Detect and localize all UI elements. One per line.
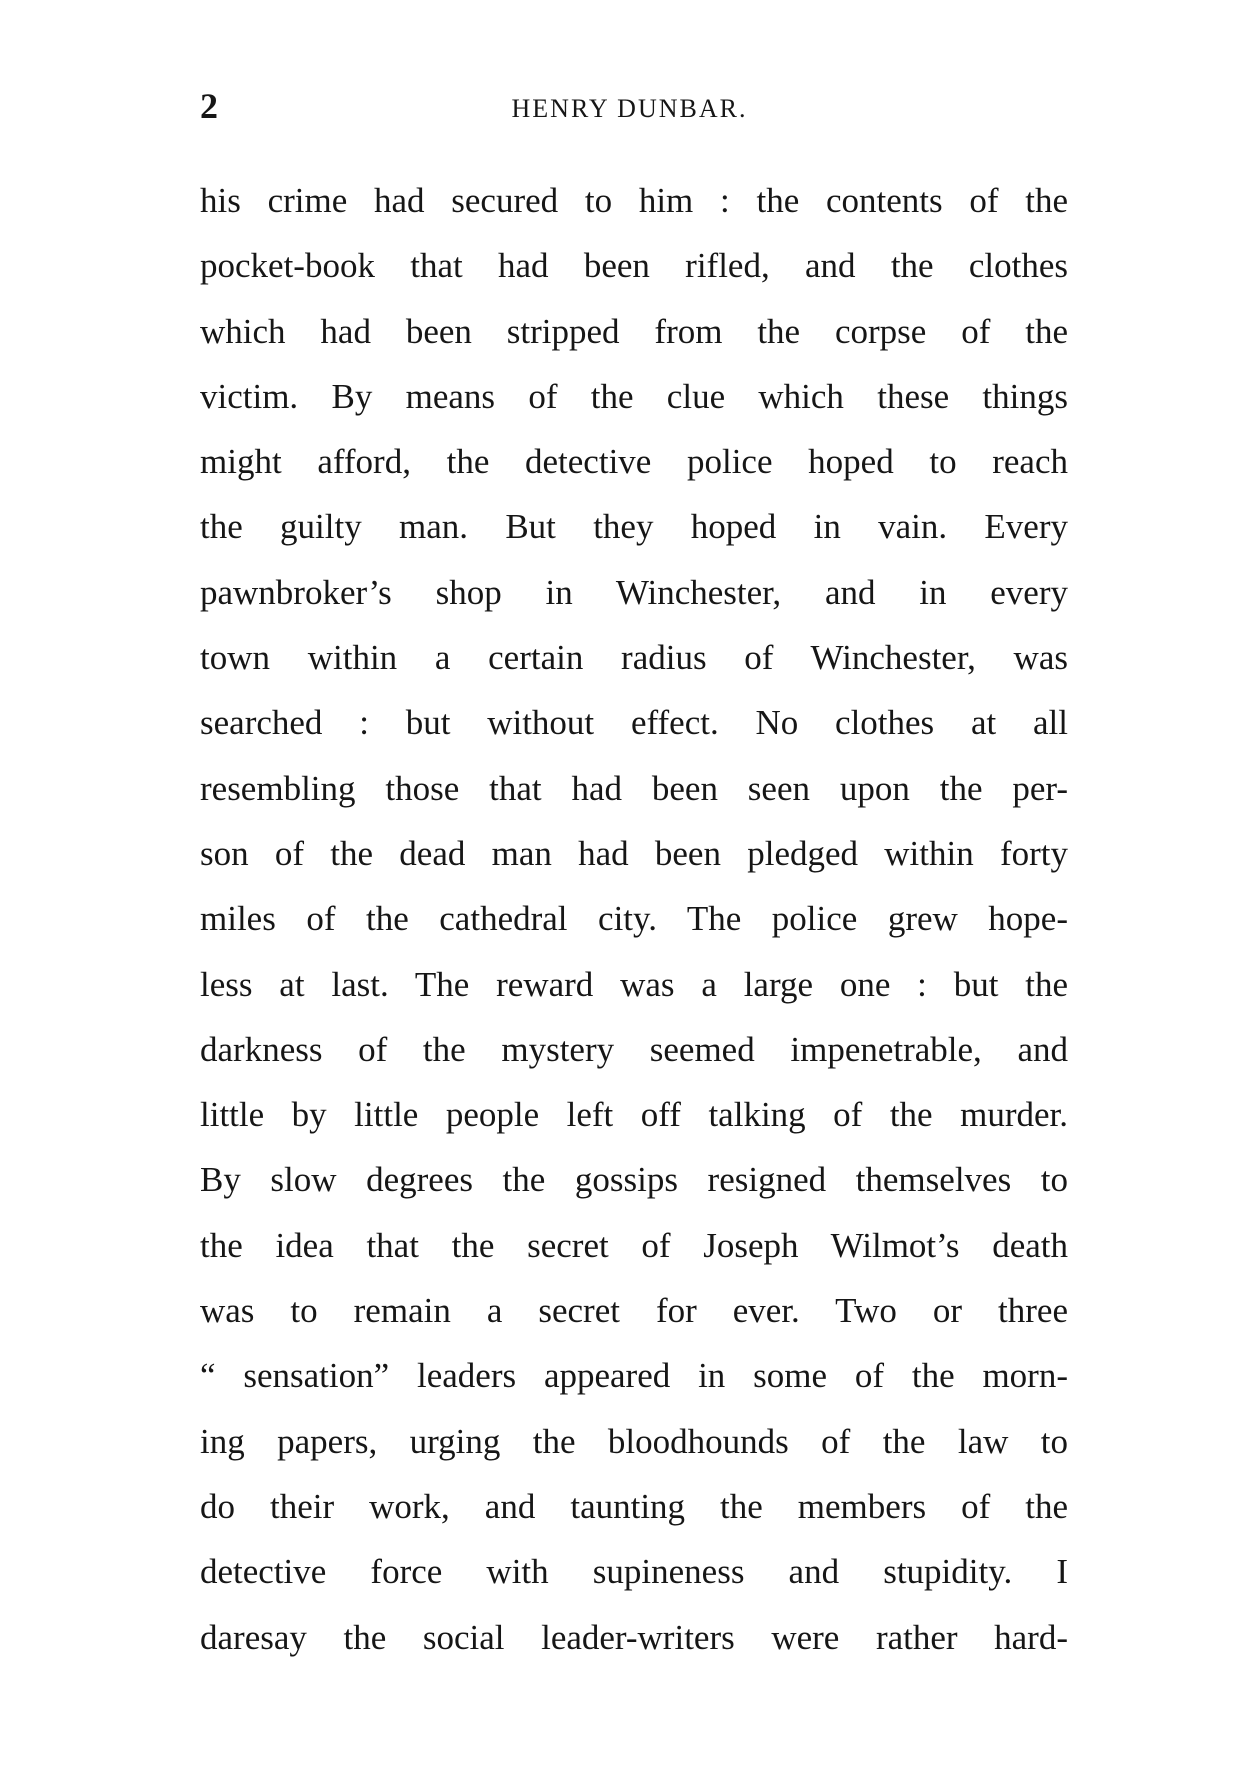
text-line: By slow degrees the gossips resigned themselves to [200,1160,1068,1200]
text-line: searched : but without effect. No clothes at all [200,703,1068,743]
text-line: less at last. The reward was a large one : but the [200,964,1068,1004]
running-title: HENRY DUNBAR. [511,94,748,123]
text-line: “ sensation” leaders appeared in some of the morn- [200,1356,1068,1396]
text-line: the idea that the secret of Joseph Wilmot’s death [200,1225,1068,1265]
text-line: which had been stripped from the corpse of the [200,311,1068,351]
text-line: little by little people left off talking of the murder. [200,1095,1068,1135]
text-line: detective force with supineness and stupidity. I [200,1552,1068,1592]
text-line: do their work, and taunting the members of the [200,1486,1068,1526]
text-line: might afford, the detective police hoped to reach [200,442,1068,482]
text-line: miles of the cathedral city. The police grew hope- [200,899,1068,939]
text-line: son of the dead man had been pledged within forty [200,833,1068,873]
text-line: pawnbroker’s shop in Winchester, and in every [200,572,1068,612]
text-line: ing papers, urging the bloodhounds of the law to [200,1421,1068,1461]
text-line: pocket-book that had been rifled, and the clothes [200,246,1068,286]
page-number: 2 [200,86,218,126]
text-line: darkness of the mystery seemed impenetrable, and [200,1029,1068,1069]
text-line: daresay the social leader-writers were rather hard- [200,1617,1068,1657]
text-line: his crime had secured to him : the contents of the [200,181,1068,220]
text-line: resembling those that had been seen upon the per- [200,768,1068,808]
body-text [200,175,1068,1677]
text-line: was to remain a secret for ever. Two or three [200,1291,1068,1331]
text-line: the guilty man. But they hoped in vain. Every [200,507,1068,547]
text-line: town within a certain radius of Winchester, was [200,638,1068,678]
text-line: victim. By means of the clue which these things [200,376,1068,416]
